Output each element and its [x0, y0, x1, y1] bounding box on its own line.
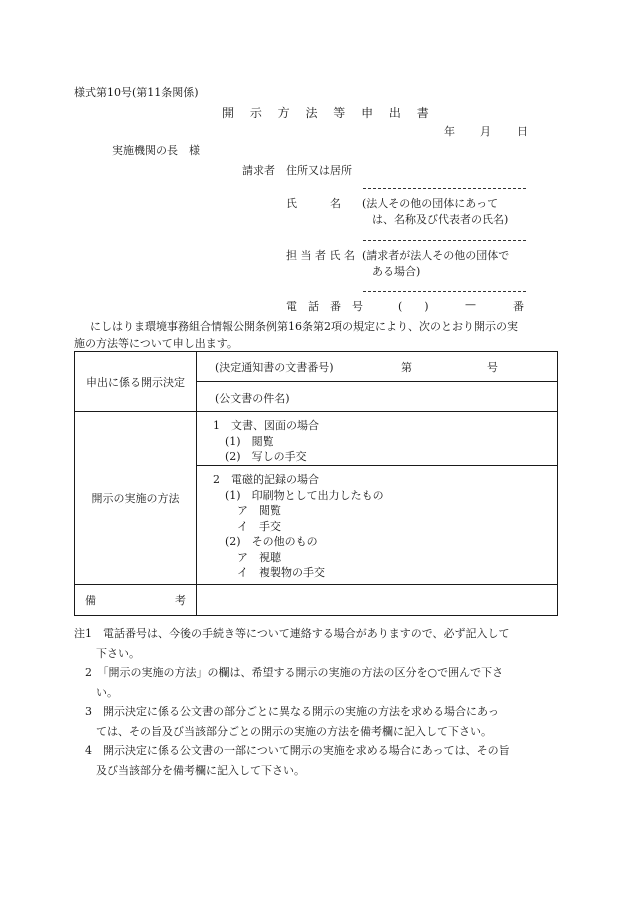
intro-line-2: 施の方法等について申し出ます。 [74, 337, 238, 350]
note-1-cont: 下さい。 [96, 646, 140, 660]
method-2-cell[interactable] [197, 466, 558, 585]
doc-name-label: (公文書の件名) [215, 392, 290, 405]
note-2-cont: い。 [96, 685, 118, 699]
request-table [74, 351, 558, 616]
note-4-first: 4 開示決定に係る公文書の一部について開示の実施を求める場合にあっては、その旨 [74, 744, 510, 757]
method-1-option-b[interactable]: (2) 写しの手交 [225, 450, 307, 463]
name-note-line-2: は、名称及び代表者の氏名) [372, 213, 509, 226]
addressee: 実施機関の長 様 [112, 144, 200, 157]
date-month-label: 月 [480, 125, 491, 138]
date-day-label: 日 [517, 125, 528, 138]
note-3-first: 3 開示決定に係る公文書の部分ごとに異なる開示の実施の方法を求める場合にあっ [74, 705, 499, 718]
note-2-first: 2 「開示の実施の方法」の欄は、希望する開示の実施の方法の区分を○で囲んで下さ [74, 666, 504, 679]
decision-label: 申出に係る開示決定 [86, 375, 185, 389]
method-2-sub-2-option-a[interactable]: ア 視聴 [237, 550, 281, 564]
method-1-cell[interactable] [197, 412, 558, 466]
note-3-cont: ては、その旨及び当該部分ごとの開示の実施の方法を備考欄に記入して下さい。 [96, 724, 492, 738]
doc-number-label: (決定通知書の文書番号) [215, 361, 334, 374]
doc-number-cell[interactable] [197, 352, 558, 382]
note-1-first: 注1 電話番号は、今後の手続き等について連絡する場合がありますので、必ず記入して [74, 627, 510, 640]
doc-name-cell[interactable] [197, 382, 558, 412]
method-label: 開示の実施の方法 [91, 492, 180, 505]
decision-label-cell [75, 352, 197, 412]
form-number: 様式第10号(第11条関係) [74, 86, 199, 99]
note-1 [74, 624, 564, 663]
method-2-sub-1-option-i[interactable]: イ 手交 [237, 519, 281, 533]
method-1-option-a[interactable]: (1) 閲覧 [225, 434, 274, 448]
remarks-label-cell [75, 585, 197, 616]
contact-note-line-2: ある場合) [372, 265, 421, 278]
note-4 [74, 741, 564, 780]
remarks-label-1: 備 [85, 594, 96, 607]
phone-label: 電 話 番 号 [286, 300, 363, 313]
remarks-label-2: 考 [175, 594, 186, 607]
method-2-sub-2-option-i[interactable]: イ 複製物の手交 [237, 566, 325, 579]
contact-note-line-1: (請求者が法人その他の団体で [362, 249, 510, 262]
method-2-sub-1: (1) 印刷物として出力したもの [225, 488, 384, 502]
method-label-cell [75, 412, 197, 585]
method-2-sub-1-option-a[interactable]: ア 閲覧 [237, 504, 281, 517]
doc-number-dai: 第 [401, 361, 412, 374]
intro-line-1: にしはりま環境事務組合情報公開条例第16条第2項の規定により、次のとおり開示の実 [90, 320, 518, 333]
name-field-line[interactable] [363, 188, 526, 189]
phone-area-code: ( ) [398, 300, 429, 313]
requester-label: 請求者 [242, 164, 275, 177]
phone-field-line[interactable] [363, 291, 526, 292]
method-1-title: 1 文書、図面の場合 [213, 419, 319, 432]
page-title: 開 示 方 法 等 申 出 書 [222, 106, 435, 120]
doc-number-go: 号 [487, 361, 498, 374]
contact-field-line[interactable] [363, 240, 526, 241]
remarks-cell[interactable] [197, 585, 558, 616]
phone-dash: — [465, 298, 476, 311]
date-year-label: 年 [444, 125, 455, 138]
method-2-title: 2 電磁的記録の場合 [213, 473, 319, 486]
phone-ban: 番 [513, 300, 524, 313]
name-note-line-1: (法人その他の団体にあって [362, 197, 499, 210]
name-label: 氏 名 [286, 197, 341, 210]
note-3 [74, 702, 564, 741]
note-4-cont: 及び当該部分を備考欄に記入して下さい。 [96, 763, 305, 777]
contact-label: 担 当 者 氏 名 [286, 249, 355, 262]
address-label: 住所又は居所 [286, 164, 352, 177]
note-2 [74, 663, 564, 702]
method-2-sub-2: (2) その他のもの [225, 535, 318, 548]
